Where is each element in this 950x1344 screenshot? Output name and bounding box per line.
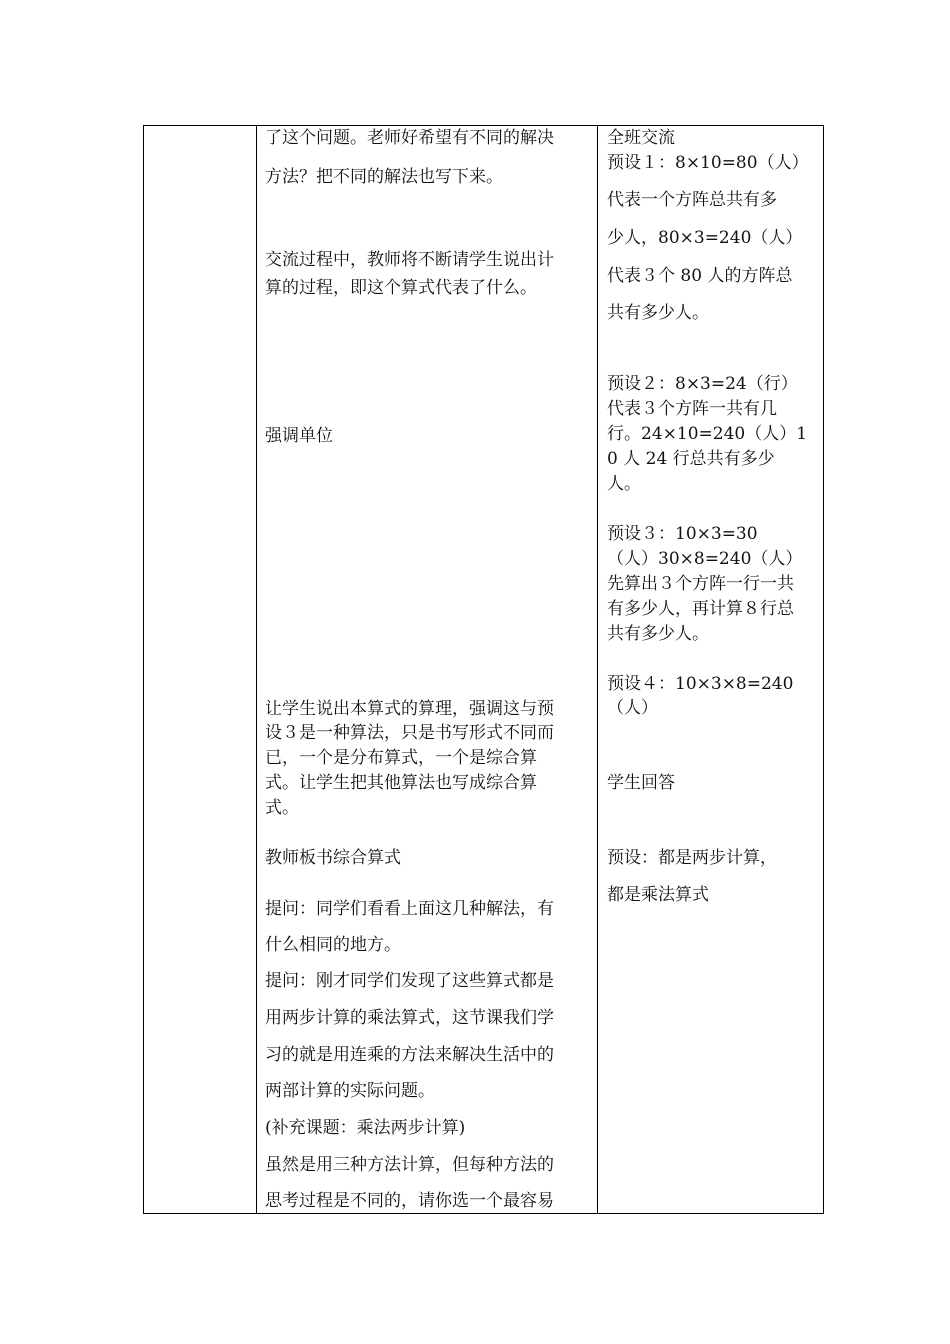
right-text-line: 代表３个 80 人的方阵总 — [607, 266, 793, 286]
right-text-line: 预设１：8×10=80（人） — [607, 153, 809, 173]
right-text-line: 学生回答 — [607, 773, 675, 793]
middle-text-line: 什么相同的地方。 — [265, 935, 401, 955]
middle-text-line: 交流过程中，教师将不断请学生说出计 — [265, 250, 554, 270]
middle-text-line: 思考过程是不同的，请你选一个最容易 — [265, 1191, 554, 1211]
middle-text-line: 用两步计算的乘法算式，这节课我们学 — [265, 1008, 554, 1028]
right-text-line: （人）30×8=240（人） — [607, 549, 803, 569]
right-text-line: 全班交流 — [607, 128, 675, 148]
middle-text-line: 式。让学生把其他算法也写成综合算 — [265, 773, 537, 793]
right-text-line: 代表３个方阵一共有几 — [607, 399, 777, 419]
right-text-line: 代表一个方阵总共有多 — [607, 190, 777, 210]
right-text-line: （人） — [607, 698, 658, 718]
middle-text-line: 让学生说出本算式的算理，强调这与预 — [265, 699, 554, 719]
right-text-line: 预设４：10×3×8=240 — [607, 674, 794, 694]
right-text-line: 少人，80×3=240（人） — [607, 228, 803, 248]
column-divider-1 — [256, 126, 257, 1213]
middle-text-line: (补充课题：乘法两步计算) — [265, 1118, 466, 1138]
right-text-line: 行。24×10=240（人）1 — [607, 424, 808, 444]
right-text-line: 都是乘法算式 — [607, 885, 709, 905]
right-text-line: 先算出３个方阵一行一共 — [607, 574, 794, 594]
middle-text-line: 强调单位 — [265, 426, 333, 446]
middle-text-line: 算的过程，即这个算式代表了什么。 — [265, 278, 537, 298]
middle-text-line: 已，一个是分布算式，一个是综合算 — [265, 748, 537, 768]
column-divider-2 — [597, 126, 598, 1213]
middle-text-line: 教师板书综合算式 — [265, 848, 401, 868]
right-text-line: 预设：都是两步计算， — [607, 848, 777, 868]
right-text-line: 人。 — [607, 474, 641, 494]
right-text-line: 预设３：10×3=30 — [607, 524, 758, 544]
right-text-line: 共有多少人。 — [607, 303, 709, 323]
middle-text-line: 两部计算的实际问题。 — [265, 1081, 435, 1101]
middle-text-line: 式。 — [265, 798, 299, 818]
middle-text-line: 提问：同学们看看上面这几种解法，有 — [265, 899, 554, 919]
middle-text-line: 了这个问题。老师好希望有不同的解决 — [265, 128, 554, 148]
middle-text-line: 习的就是用连乘的方法来解决生活中的 — [265, 1045, 554, 1065]
right-text-line: 共有多少人。 — [607, 624, 709, 644]
right-text-line: 预设２：8×3=24（行） — [607, 374, 798, 394]
middle-text-line: 提问：刚才同学们发现了这些算式都是 — [265, 971, 554, 991]
right-text-line: 0 人 24 行总共有多少 — [607, 449, 775, 469]
middle-text-line: 虽然是用三种方法计算，但每种方法的 — [265, 1155, 554, 1175]
right-text-line: 有多少人，再计算８行总 — [607, 599, 794, 619]
middle-text-line: 设３是一种算法，只是书写形式不同而 — [265, 723, 554, 743]
middle-text-line: 方法？把不同的解法也写下来。 — [265, 167, 503, 187]
